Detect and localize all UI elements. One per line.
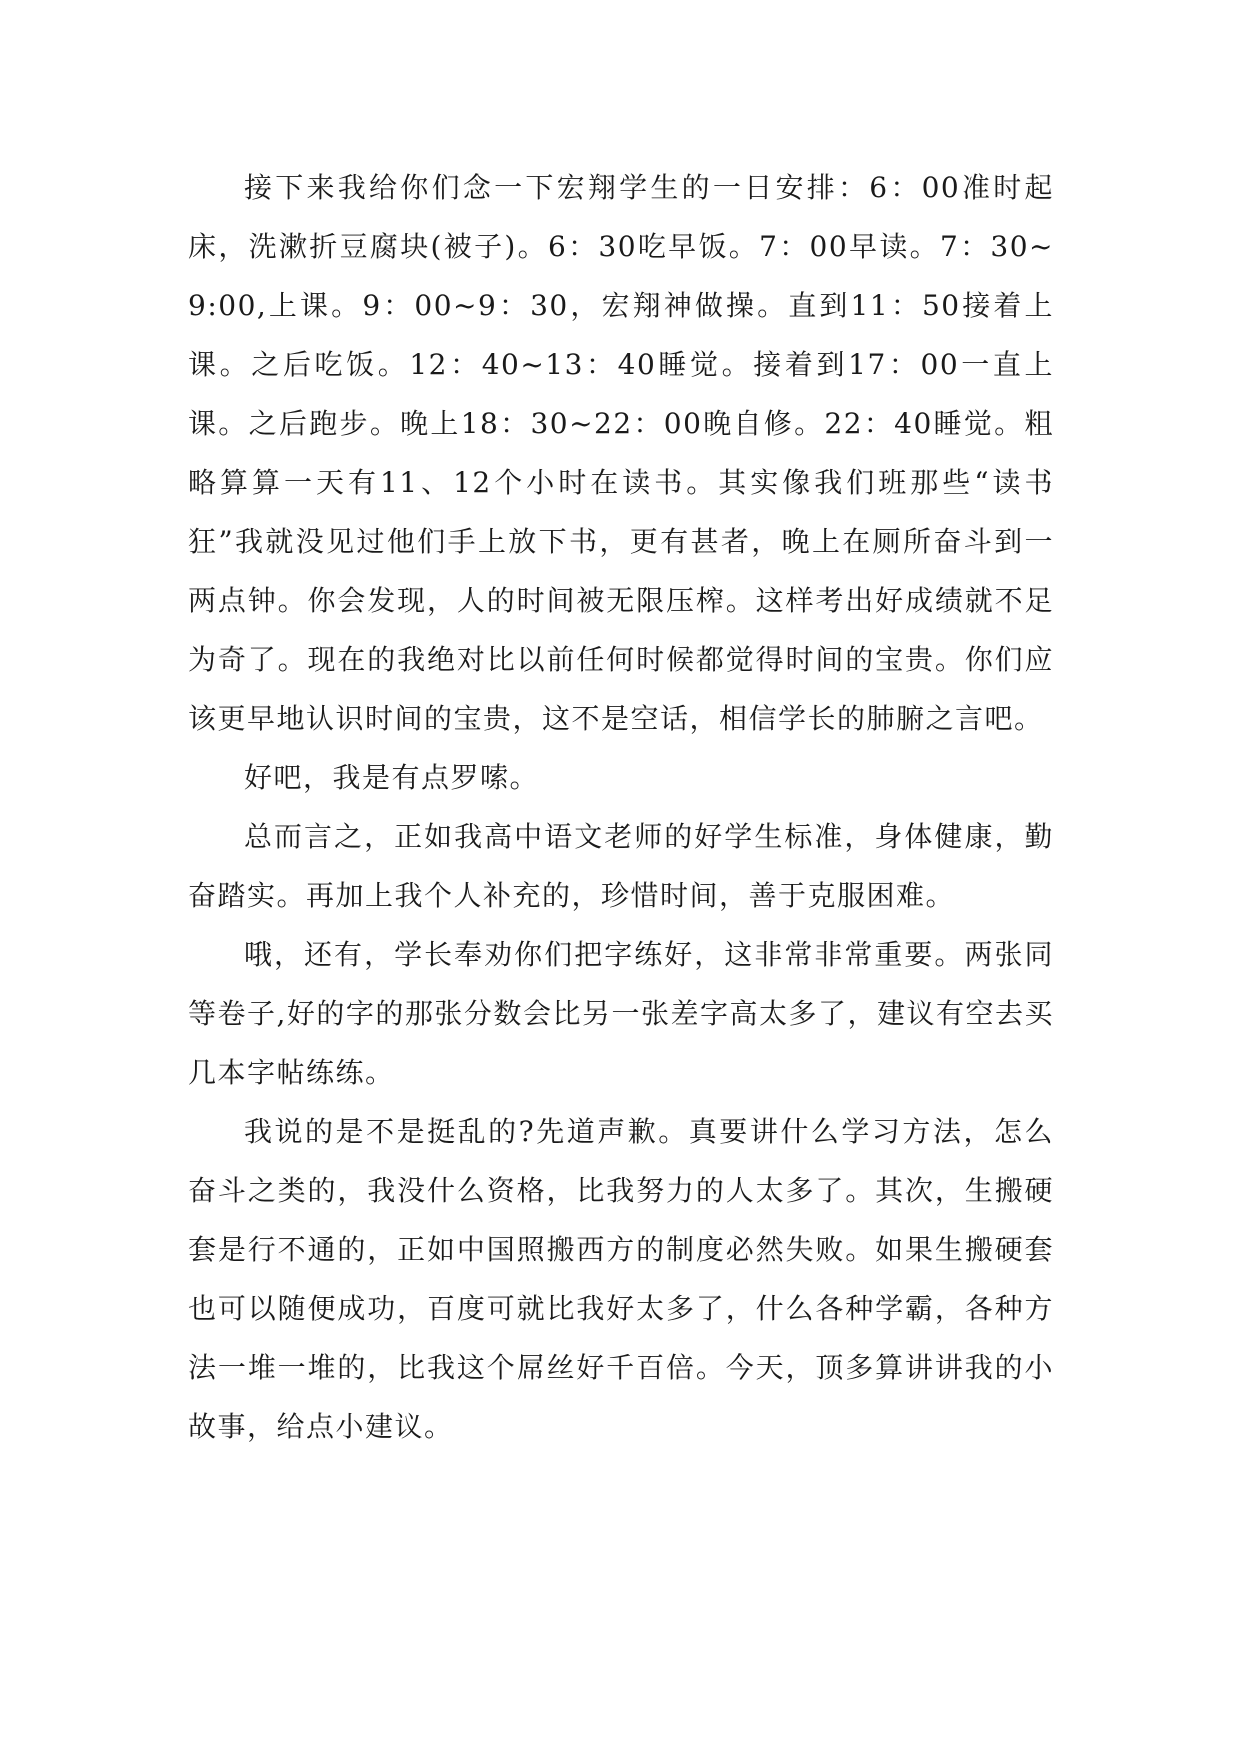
paragraph-summary: 总而言之，正如我高中语文老师的好学生标准，身体健康，勤奋踏实。再加上我个人补充的，珍惜时间，善于克服困难。 [188, 820, 1054, 912]
paragraph-closing: 我说的是不是挺乱的?先道声歉。真要讲什么学习方法，怎么奋斗之类的，我没什么资格，比我努力的人太多了。其次，生搬硬套是行不通的，正如中国照搬西方的制度必然失败。如果生搬硬套也可以随便成功，百度可就比我好太多了，什么各种学霸，各种方法一堆一堆的，比我这个屌丝好千百倍。今天，顶多算讲讲我的小故事，给点小建议。 [188, 1115, 1054, 1443]
paragraph-daily-schedule: 接下来我给你们念一下宏翔学生的一日安排：6：00准时起床，洗漱折豆腐块(被子)。6：30吃早饭。7：00早读。7：30~9:00,上课。9：00~9：30，宏翔神做操。直到11：50接着上课。之后吃饭。12：40~13：40睡觉。接着到17：00一直上课。之后跑步。晚上18：30~22：00晚自修。22：40睡觉。粗略算算一天有11、12个小时在读书。其实像我们班那些“读书狂”我就没见过他们手上放下书，更有甚者，晚上在厕所奋斗到一两点钟。你会发现，人的时间被无限压榨。这样考出好成绩就不足为奇了。现在的我绝对比以前任何时候都觉得时间的宝贵。你们应该更早地认识时间的宝贵，这不是空话，相信学长的肺腑之言吧。 [188, 171, 1054, 735]
document-body [188, 158, 1054, 1456]
paragraph-verbose: 好吧，我是有点罗嗦。 [244, 761, 540, 794]
paragraph-handwriting: 哦，还有，学长奉劝你们把字练好，这非常非常重要。两张同等卷子,好的字的那张分数会比另一张差字高太多了，建议有空去买几本字帖练练。 [188, 938, 1054, 1089]
